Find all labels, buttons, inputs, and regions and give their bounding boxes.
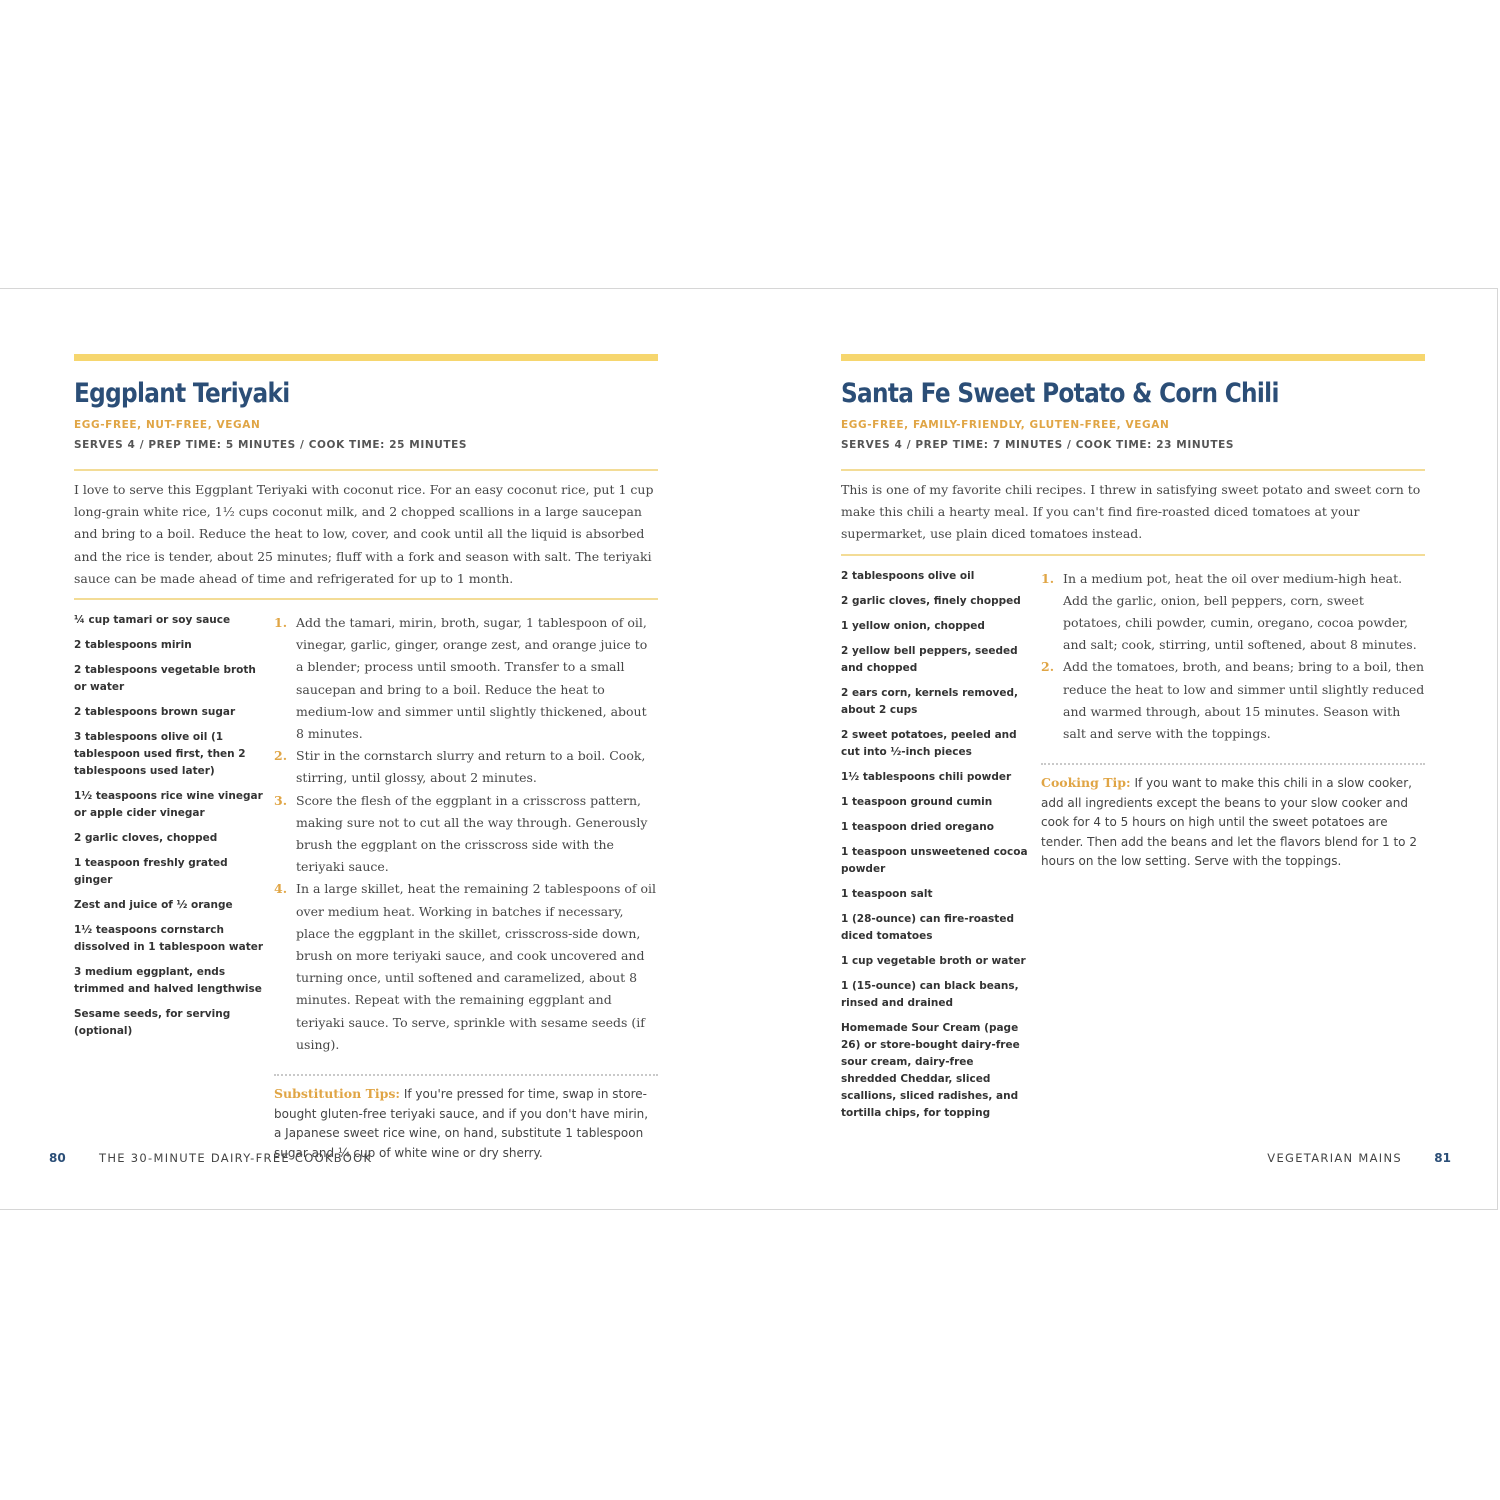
step-item	[274, 790, 658, 879]
step-text: Add the tamari, mirin, broth, sugar, 1 tablespoon of oil, vinegar, garlic, ginger, orange zest, and orange juice to a blender; process until smooth. Transfer to a small saucepan and bring to a boil. Reduce the heat to medium-low and simmer until slightly thickened, about 8 minutes.	[296, 615, 648, 742]
step-number: 2.	[274, 748, 288, 764]
step-item	[274, 612, 658, 745]
ingredient-item: 2 tablespoons brown sugar	[74, 706, 236, 719]
step-item	[1041, 656, 1425, 745]
ingredient-item: 2 sweet potatoes, peeled and cut into ½-inch pieces	[841, 728, 1017, 758]
ingredient-item: Homemade Sour Cream (page 26) or store-bought dairy-free sour cream, dairy-free shredded Cheddar, sliced scallions, sliced radishes, and tortilla chips, for topping	[841, 1021, 1020, 1119]
step-item	[274, 878, 658, 1056]
divider	[841, 554, 1425, 556]
ingredient-item: 2 garlic cloves, chopped	[74, 832, 218, 845]
ingredient-item: 2 garlic cloves, finely chopped	[841, 594, 1021, 607]
recipe-meta: SERVES 4 / PREP TIME: 5 MINUTES / COOK TIME: 25 MINUTES	[74, 439, 468, 451]
ingredient-item: ¼ cup tamari or soy sauce	[74, 614, 231, 627]
recipe-tags: EGG-FREE, NUT-FREE, VEGAN	[74, 419, 261, 431]
page-number-right: 81	[1434, 1151, 1451, 1165]
ingredient-item: 1 (15-ounce) can black beans, rinsed and drained	[841, 979, 1019, 1009]
ingredient-item: 2 tablespoons vegetable broth or water	[74, 664, 256, 694]
ingredient-item: 1 teaspoon freshly grated ginger	[74, 857, 228, 887]
step-item	[274, 745, 658, 789]
step-text: In a medium pot, heat the oil over medium-high heat. Add the garlic, onion, bell peppers, corn, sweet potatoes, chili powder, cumin, oregano, cocoa powder, and salt; cook, stirring, until softened, about 8 minutes.	[1063, 570, 1417, 653]
ingredient-item: 1 cup vegetable broth or water	[841, 954, 1026, 967]
title-accent-bar	[74, 354, 658, 361]
recipe-meta: SERVES 4 / PREP TIME: 7 MINUTES / COOK TIME: 23 MINUTES	[841, 439, 1235, 451]
ingredient-item: 1 teaspoon unsweetened cocoa powder	[841, 845, 1028, 875]
ingredient-item: 1 teaspoon ground cumin	[841, 795, 993, 808]
ingredient-item: 1½ teaspoons rice wine vinegar or apple cider vinegar	[74, 790, 263, 820]
tip-text: If you want to make this chili in a slow cooker, add all ingredients except the beans to your slow cooker and cook for 4 to 5 hours on high until the sweet potatoes are tender. Then add the beans and let the flavors blend for 1 to 2 hours on the low setting. Serve with the toppings.	[1041, 776, 1417, 869]
recipe-title: Eggplant Teriyaki	[74, 378, 290, 409]
ingredient-item: 3 tablespoons olive oil (1 tablespoon used first, then 2 tablespoons used later)	[74, 731, 246, 778]
ingredient-item: Zest and juice of ½ orange	[74, 899, 233, 912]
ingredient-item: 3 medium eggplant, ends trimmed and halved lengthwise	[74, 966, 262, 996]
steps-list	[274, 612, 658, 1163]
step-number: 2.	[1041, 659, 1055, 675]
step-text: In a large skillet, heat the remaining 2 tablespoons of oil over medium heat. Working in batches if necessary, place the eggplant in the skillet, crisscross-side down, brush on more teriyaki sauce, and cook uncovered and turning once, until softened and caramelized, about 8 minutes. Repeat with the remaining eggplant and teriyaki sauce. To serve, sprinkle with sesame seeds (if using).	[296, 881, 656, 1052]
ingredient-item: 1½ teaspoons cornstarch dissolved in 1 tablespoon water	[74, 924, 264, 954]
step-number: 3.	[274, 792, 288, 808]
step-text: Add the tomatoes, broth, and beans; bring to a boil, then reduce the heat to low and simmer until slightly reduced and warmed through, about 15 minutes. Season with salt and serve with the toppings.	[1063, 659, 1425, 742]
ingredient-item: 1½ tablespoons chili powder	[841, 770, 1012, 783]
step-text: Score the flesh of the eggplant in a crisscross pattern, making sure not to cut all the way through. Generously brush the eggplant on the crisscross side with the teriyaki sauce.	[296, 792, 648, 875]
steps-list	[1041, 568, 1425, 872]
step-item	[1041, 568, 1425, 657]
divider	[74, 598, 658, 600]
ingredient-item: 1 (28-ounce) can fire-roasted diced tomatoes	[841, 912, 1014, 942]
tip-text: If you're pressed for time, swap in store-bought gluten-free teriyaki sauce, and if you don't have mirin, a Japanese sweet rice wine, on hand, substitute 1 tablespoon sugar and ¼ cup of white wine or dry sherry.	[274, 1087, 649, 1160]
recipe-right	[841, 354, 1425, 1119]
step-number: 1.	[274, 615, 288, 631]
ingredient-item: 1 teaspoon dried oregano	[841, 820, 994, 833]
recipe-intro: This is one of my favorite chili recipes. I threw in satisfying sweet potato and sweet corn to make this chili a hearty meal. If you can't find fire-roasted diced tomatoes at your supermarket, use plain diced tomatoes instead.	[841, 482, 1421, 542]
ingredients-list	[74, 612, 264, 1048]
ingredient-item: 2 ears corn, kernels removed, about 2 cups	[841, 686, 1019, 716]
title-accent-bar	[841, 354, 1425, 361]
tip-label: Cooking Tip:	[1041, 775, 1131, 791]
divider	[841, 469, 1425, 471]
running-footer-left: THE 30-MINUTE DAIRY-FREE COOKBOOK	[99, 1151, 373, 1165]
recipe-tags: EGG-FREE, FAMILY-FRIENDLY, GLUTEN-FREE, VEGAN	[841, 419, 1170, 431]
step-number: 1.	[1041, 570, 1055, 586]
ingredient-item: 1 teaspoon salt	[841, 887, 933, 900]
step-number: 4.	[274, 881, 288, 897]
dotted-divider	[1041, 763, 1425, 765]
dotted-divider	[274, 1074, 658, 1076]
ingredient-item: Sesame seeds, for serving (optional)	[74, 1008, 231, 1038]
ingredients-list	[841, 568, 1031, 1130]
recipe-intro: I love to serve this Eggplant Teriyaki with coconut rice. For an easy coconut rice, put 1 cup long-grain white rice, 1½ cups coconut milk, and 2 chopped scallions in a large saucepan and bring to a boil. Reduce the heat to low, cover, and cook until all the liquid is absorbed and the rice is tender, about 25 minutes; fluff with a fork and season with salt. The teriyaki sauce can be made ahead of time and refrigerated for up to 1 month.	[74, 482, 654, 586]
divider	[74, 469, 658, 471]
page-number-left: 80	[49, 1151, 66, 1165]
running-footer-right: VEGETARIAN MAINS	[1267, 1151, 1402, 1165]
ingredient-item: 2 tablespoons olive oil	[841, 569, 975, 582]
tip-box	[1041, 773, 1425, 872]
ingredient-item: 2 tablespoons mirin	[74, 639, 192, 652]
ingredient-item: 1 yellow onion, chopped	[841, 619, 985, 632]
ingredient-item: 2 yellow bell peppers, seeded and chopped	[841, 644, 1018, 674]
step-text: Stir in the cornstarch slurry and return to a boil. Cook, stirring, until glossy, about 2 minutes.	[296, 748, 646, 786]
tip-label: Substitution Tips:	[274, 1086, 401, 1102]
recipe-title: Santa Fe Sweet Potato & Corn Chili	[841, 378, 1279, 409]
